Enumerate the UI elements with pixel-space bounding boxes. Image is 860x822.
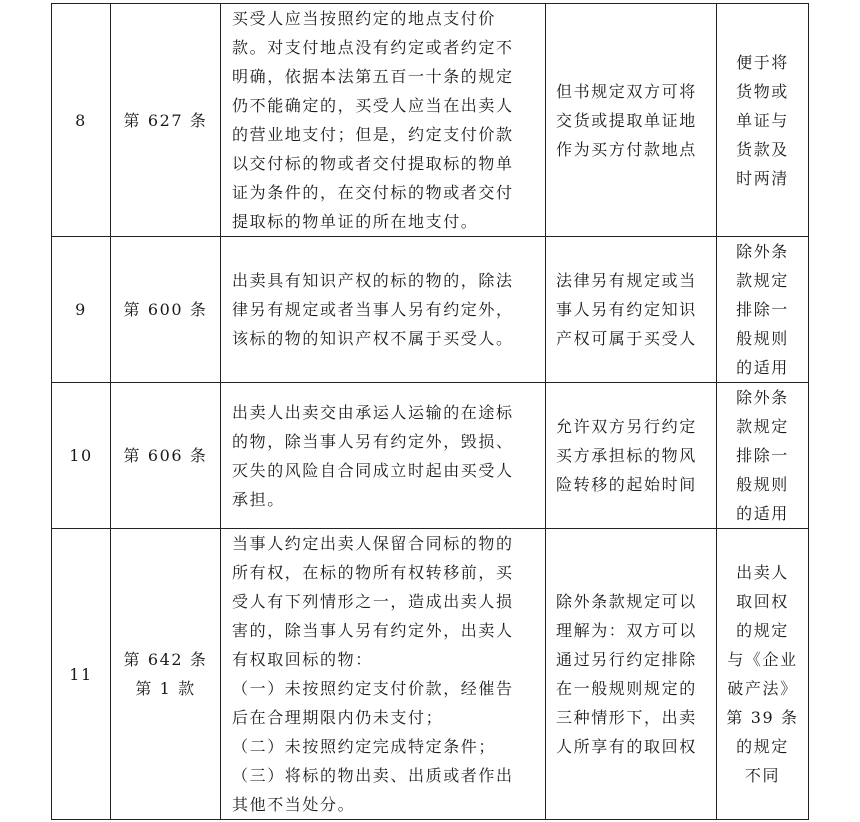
text-line: 其他不当处分。 [232,795,356,814]
text-line: 有权取回标的物： [232,650,373,669]
note-line: 作为买方付款地点 [556,139,697,159]
text-line: 受人有下列情形之一，造成出卖人损 [232,592,514,611]
note-line: 但书规定双方可将 [556,81,697,101]
text-line: 承担。 [232,489,285,509]
note-line: 交货或提取单证地 [556,110,697,130]
note-line: 法律另有规定或当 [556,271,697,290]
article-text-cell [221,4,546,237]
function-line: 排除一 [736,446,789,465]
function-line: 货款及 [736,139,789,159]
function-line: 单证与 [736,110,789,130]
text-line: 的营业地支付；但是，约定支付价款 [232,125,514,144]
function-line: 时两清 [736,168,789,188]
function-line: 的适用 [736,504,789,523]
law-table [51,3,809,820]
function-line: 的规定 [736,737,789,756]
text-line: 出卖人出卖交由承运人运输的在途标 [232,402,514,422]
function-cell [717,4,809,237]
function-line: 般规则 [736,475,789,494]
function-line: 款规定 [736,417,789,436]
note-line: 险转移的起始时间 [556,475,697,494]
row-number: 10 [52,383,111,529]
text-line: （一）未按照约定支付价款，经催告 [232,679,514,698]
function-cell [717,237,809,383]
article-cell [111,529,221,820]
note-cell [546,529,717,820]
article-line: 第 642 条 [123,650,208,669]
text-line: 该标的物的知识产权不属于买受人。 [232,329,514,348]
function-line: 便于将 [736,52,789,72]
text-line: 买受人应当按照约定的地点支付价 [232,9,497,28]
function-line: 出卖人 [736,563,789,582]
table-row [52,529,809,820]
article-text-cell [221,237,546,383]
function-line: 除外条 [736,242,789,261]
article-cell [111,383,221,529]
note-line: 三种情形下，出卖 [556,708,697,727]
note-cell [546,4,717,237]
article-line: 第 1 款 [135,679,196,698]
function-line: 破产法》 [727,679,798,698]
function-line: 货物或 [736,81,789,101]
text-line: 的物，除当事人另有约定外，毁损、 [232,431,514,451]
table-row [52,237,809,383]
note-cell [546,383,717,529]
text-line: 证为条件的，在交付标的物或者交付 [232,183,514,202]
article-text-cell [221,529,546,820]
note-line: 理解为：双方可以 [556,621,697,640]
text-line: 款。对支付地点没有约定或者约定不 [232,38,514,57]
row-number: 8 [52,4,111,237]
note-line: 在一般规则规定的 [556,679,697,698]
text-line: 律另有规定或者当事人另有约定外， [232,300,514,319]
article-line: 第 606 条 [123,446,208,465]
text-line: 所有权，在标的物所有权转移前，买 [232,563,514,582]
article-line: 第 600 条 [123,300,208,319]
article-cell [111,4,221,237]
note-line: 允许双方另行约定 [556,417,697,436]
text-line: 当事人约定出卖人保留合同标的物的 [232,534,514,553]
note-line: 买方承担标的物风 [556,446,697,465]
function-line: 款规定 [736,271,789,290]
function-line: 取回权 [736,592,789,611]
text-line: 提取标的物单证的所在地支付。 [232,212,479,231]
article-text-cell [221,383,546,529]
function-cell [717,529,809,820]
note-line: 产权可属于买受人 [556,329,697,348]
table-row [52,383,809,529]
note-line: 事人另有约定知识 [556,300,697,319]
text-line: 灭失的风险自合同成立时起由买受人 [232,460,514,480]
text-line: （三）将标的物出卖、出质或者作出 [232,766,514,785]
function-line: 第 39 条 [726,708,799,727]
function-line: 排除一 [736,300,789,319]
function-line: 的规定 [736,621,789,640]
article-line: 第 627 条 [123,110,208,130]
function-line: 与《企业 [727,650,798,669]
text-line: 以交付标的物或者交付提取标的物单 [232,154,514,173]
table-row [52,4,809,237]
article-cell [111,237,221,383]
function-line: 的适用 [736,358,789,377]
function-line: 不同 [744,766,781,785]
note-cell [546,237,717,383]
law-table-body [52,4,809,820]
text-line: 出卖具有知识产权的标的物的，除法 [232,271,514,290]
text-line: 明确，依据本法第五百一十条的规定 [232,67,514,86]
note-line: 除外条款规定可以 [556,592,697,611]
row-number: 9 [52,237,111,383]
note-line: 人所享有的取回权 [556,737,697,756]
text-line: 害的，除当事人另有约定外，出卖人 [232,621,514,640]
function-cell [717,383,809,529]
function-line: 般规则 [736,329,789,348]
function-line: 除外条 [736,388,789,407]
text-line: （二）未按照约定完成特定条件； [232,737,497,756]
text-line: 后在合理期限内仍未支付； [232,708,444,727]
note-line: 通过另行约定排除 [556,650,697,669]
text-line: 仍不能确定的，买受人应当在出卖人 [232,96,514,115]
row-number: 11 [52,529,111,820]
